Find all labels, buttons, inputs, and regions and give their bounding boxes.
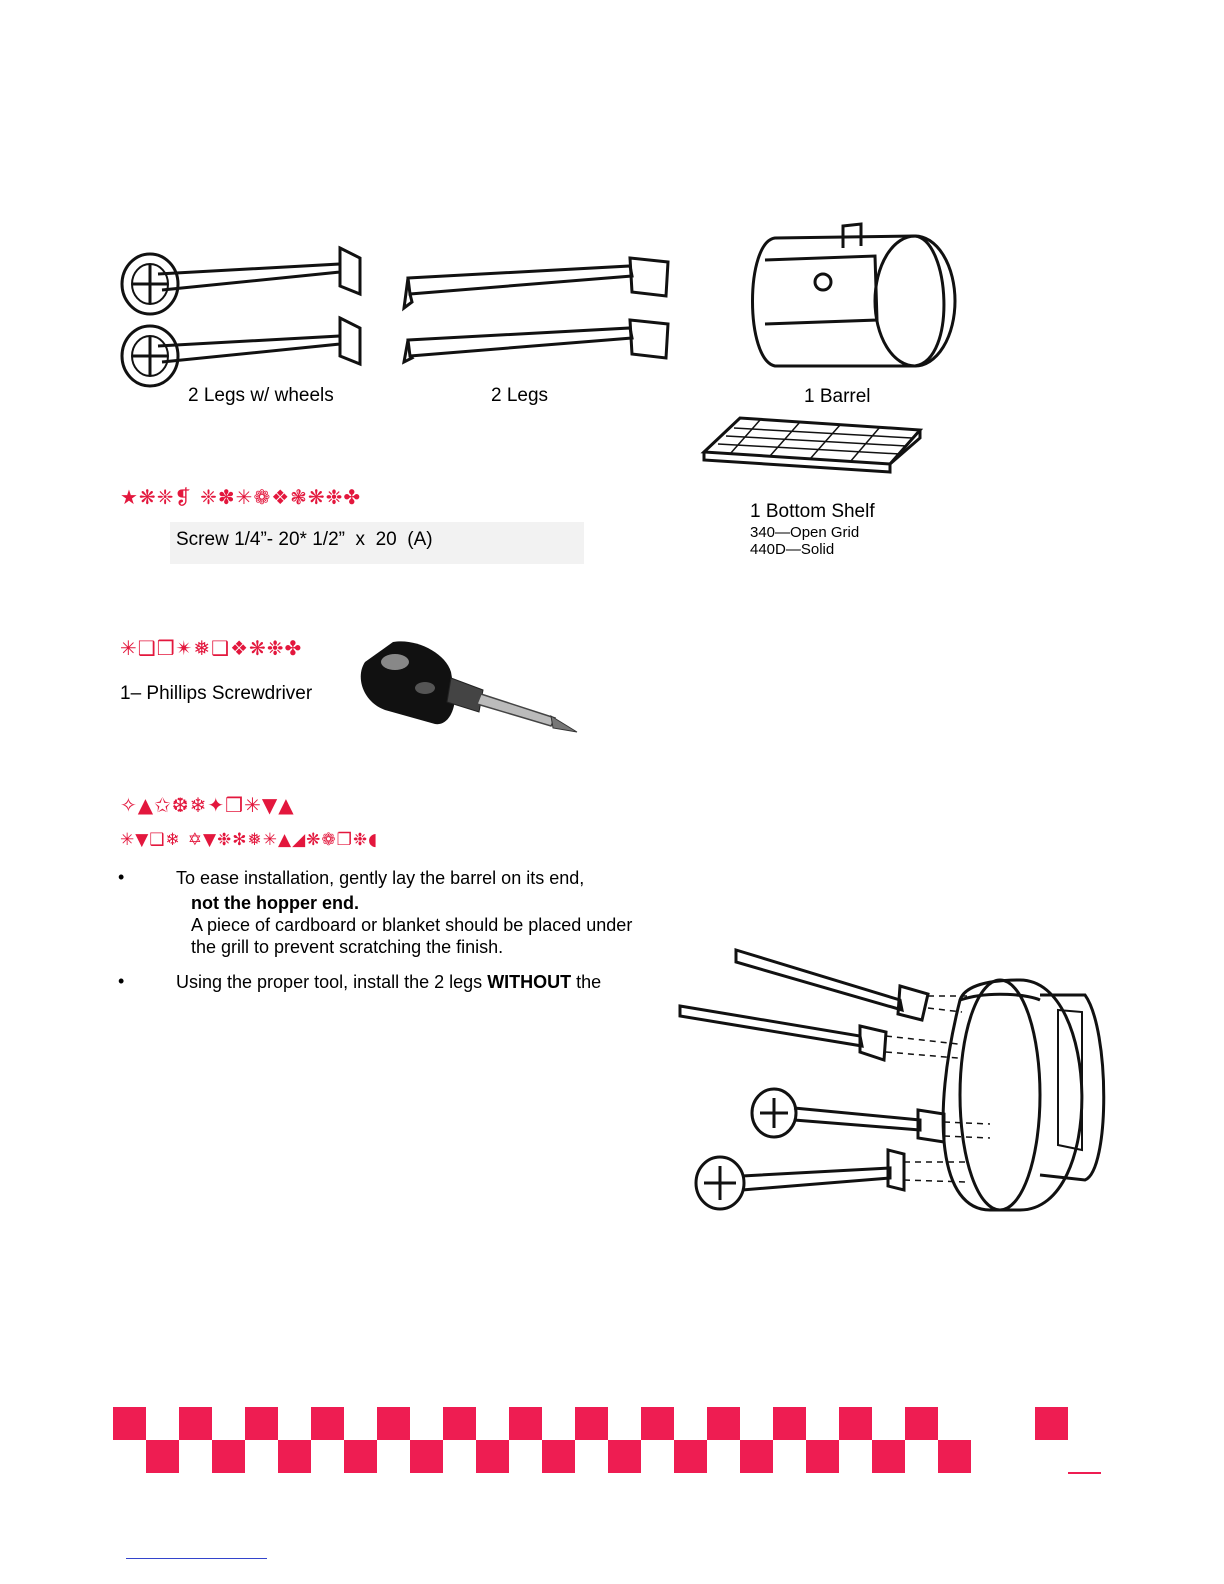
leg-with-wheel-image — [118, 242, 368, 392]
shelf-variant-solid: 440D—Solid — [750, 541, 835, 558]
barrel-label: 1 Barrel — [804, 386, 871, 407]
legs-with-wheels-label: 2 Legs w/ wheels — [188, 385, 334, 406]
hardware-heading: ★❋❈❡ ❈✽✳❁❖❃❋❉✤ — [120, 485, 362, 509]
tool-item: 1– Phillips Screwdriver — [120, 683, 313, 704]
bullet-2-end: the — [571, 972, 602, 992]
bullet-2-emphasis: WITHOUT — [487, 972, 572, 992]
assembly-subheading: ✳▼❑❄ ✡▼❉✻❅✳▲◢❋❁❐❉◖ — [120, 830, 379, 850]
bullet-1-emphasis: not the hopper end. — [191, 893, 359, 913]
bullet-marker-2: • — [118, 971, 125, 991]
bullet-1-line-1: To ease installation, gently lay the barrel on its end, — [176, 868, 585, 888]
screwdriver-image — [355, 632, 580, 742]
assembly-heading: ✧▲✩❆❄✦❒✳▼▲ — [120, 793, 295, 817]
assembly-diagram — [690, 940, 1110, 1225]
bullet-2-start: Using the proper tool, install the 2 legs — [176, 972, 488, 992]
legs-label: 2 Legs — [491, 385, 549, 406]
bullet-2-text — [176, 971, 601, 993]
shelf-variant-open-grid: 340—Open Grid — [750, 524, 860, 541]
bottom-shelf-label: 1 Bottom Shelf — [750, 501, 875, 522]
tools-heading: ✳❑❒✴❅❑❖❋❉✤ — [120, 636, 303, 660]
bullet-1-line-4: the grill to prevent scratching the finish. — [191, 937, 504, 957]
barrel-image — [745, 220, 960, 370]
bullet-marker-1: • — [118, 867, 125, 887]
footer-rule — [126, 1558, 267, 1559]
shelf-image — [700, 412, 925, 472]
leg-image — [400, 248, 680, 363]
bullet-1-line-3: A piece of cardboard or blanket should be placed under — [191, 915, 633, 935]
hardware-item: Screw 1/4”- 20* 1/2” x 20 (A) — [176, 529, 433, 550]
hardware-box — [170, 522, 584, 564]
